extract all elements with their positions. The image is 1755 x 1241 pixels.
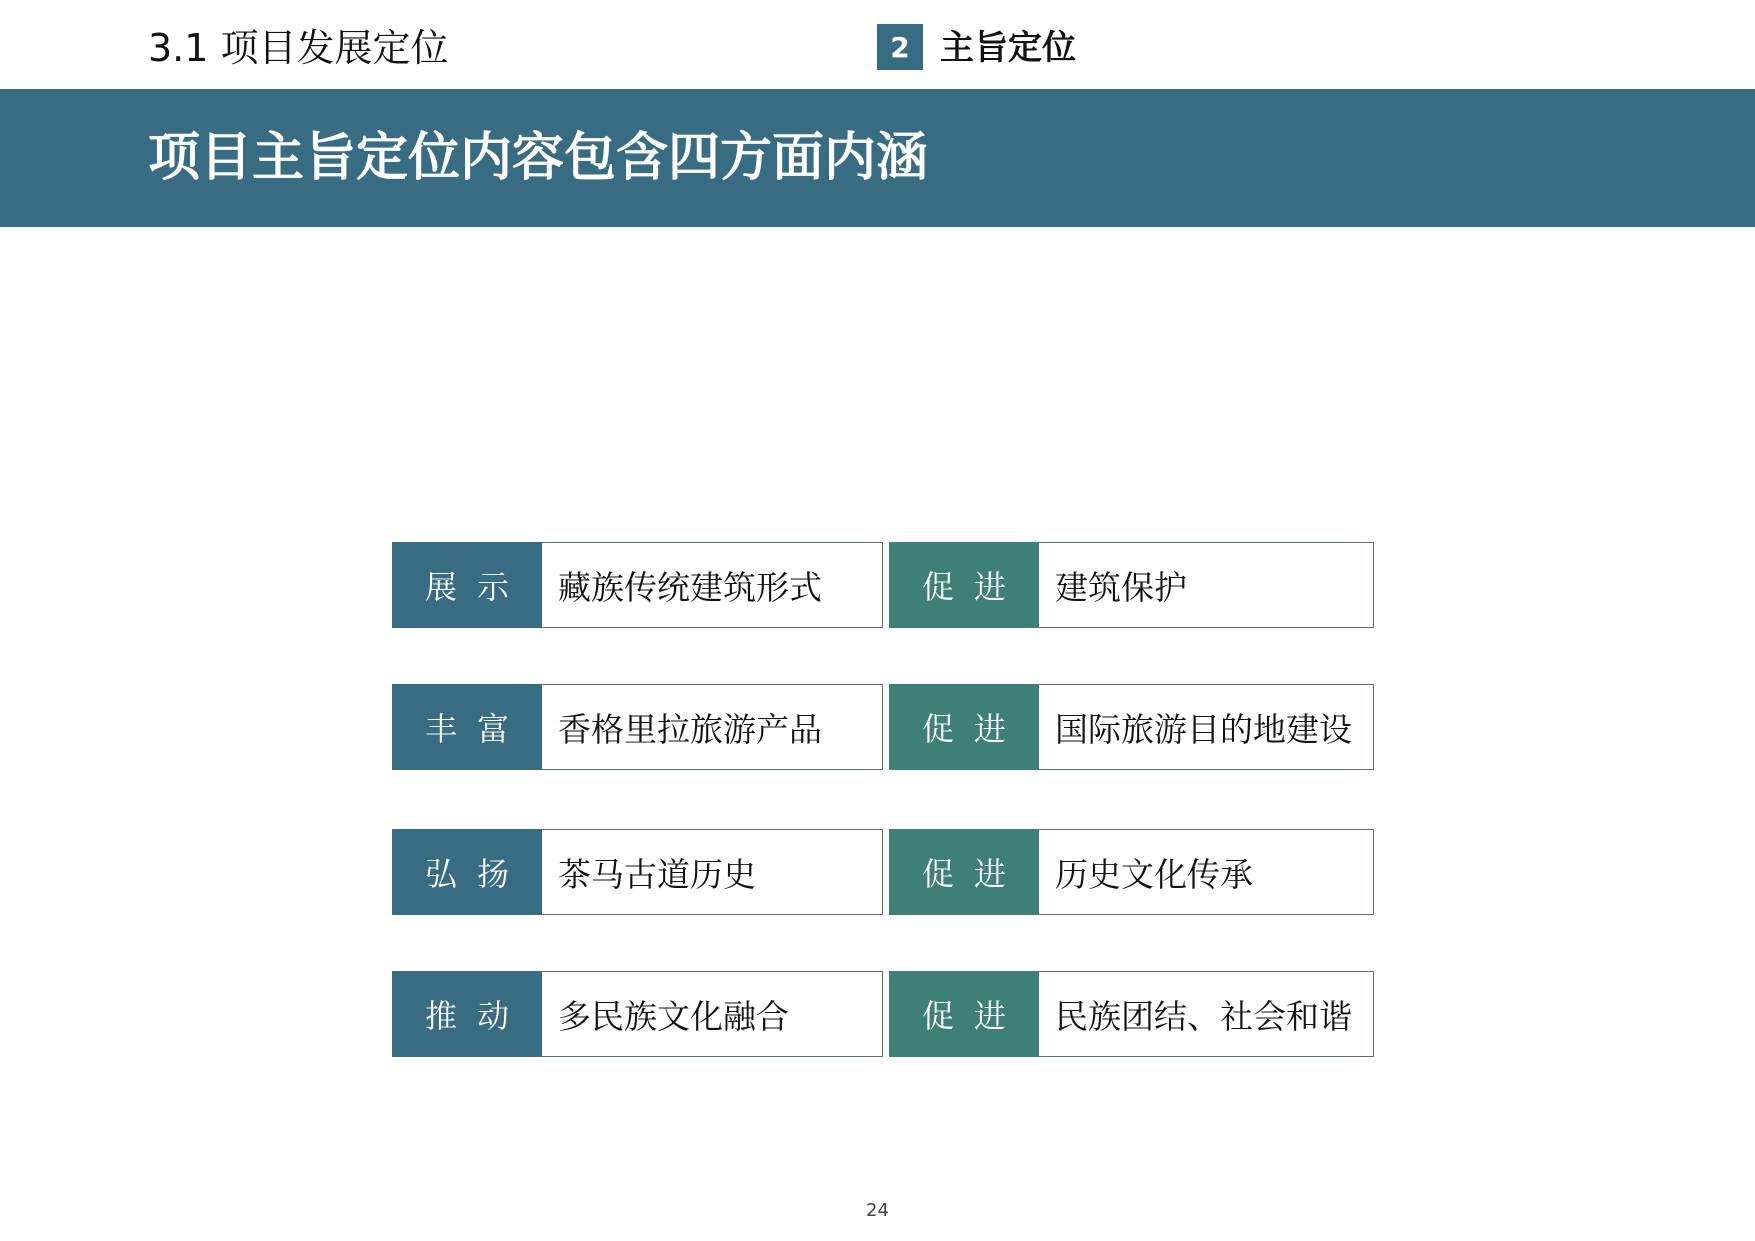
positioning-item-right-4: [889, 971, 1374, 1057]
item-tag: 弘扬: [392, 829, 542, 915]
page-number: 24: [866, 1200, 889, 1221]
item-content: 历史文化传承: [1039, 829, 1374, 915]
banner-title: 项目主旨定位内容包含四方面内涵: [148, 128, 929, 188]
item-content: 建筑保护: [1039, 542, 1374, 628]
section-title: 3.1 项目发展定位: [148, 26, 449, 70]
positioning-item-left-3: [392, 829, 883, 915]
item-tag: 展示: [392, 542, 542, 628]
positioning-item-right-2: [889, 684, 1374, 770]
item-tag: 推动: [392, 971, 542, 1057]
chapter-title: 主旨定位: [940, 28, 1076, 68]
item-content: 香格里拉旅游产品: [542, 684, 883, 770]
item-content: 多民族文化融合: [542, 971, 883, 1057]
item-content: 藏族传统建筑形式: [542, 542, 883, 628]
title-banner: [0, 89, 1755, 227]
positioning-item-left-1: [392, 542, 883, 628]
chapter-number-badge: 2: [877, 24, 923, 70]
item-tag: 促进: [889, 829, 1039, 915]
positioning-item-right-1: [889, 542, 1374, 628]
item-content: 国际旅游目的地建设: [1039, 684, 1374, 770]
item-tag: 丰富: [392, 684, 542, 770]
positioning-item-right-3: [889, 829, 1374, 915]
item-tag: 促进: [889, 542, 1039, 628]
positioning-item-left-2: [392, 684, 883, 770]
positioning-item-left-4: [392, 971, 883, 1057]
item-content: 民族团结、社会和谐: [1039, 971, 1374, 1057]
item-tag: 促进: [889, 684, 1039, 770]
item-tag: 促进: [889, 971, 1039, 1057]
item-content: 茶马古道历史: [542, 829, 883, 915]
